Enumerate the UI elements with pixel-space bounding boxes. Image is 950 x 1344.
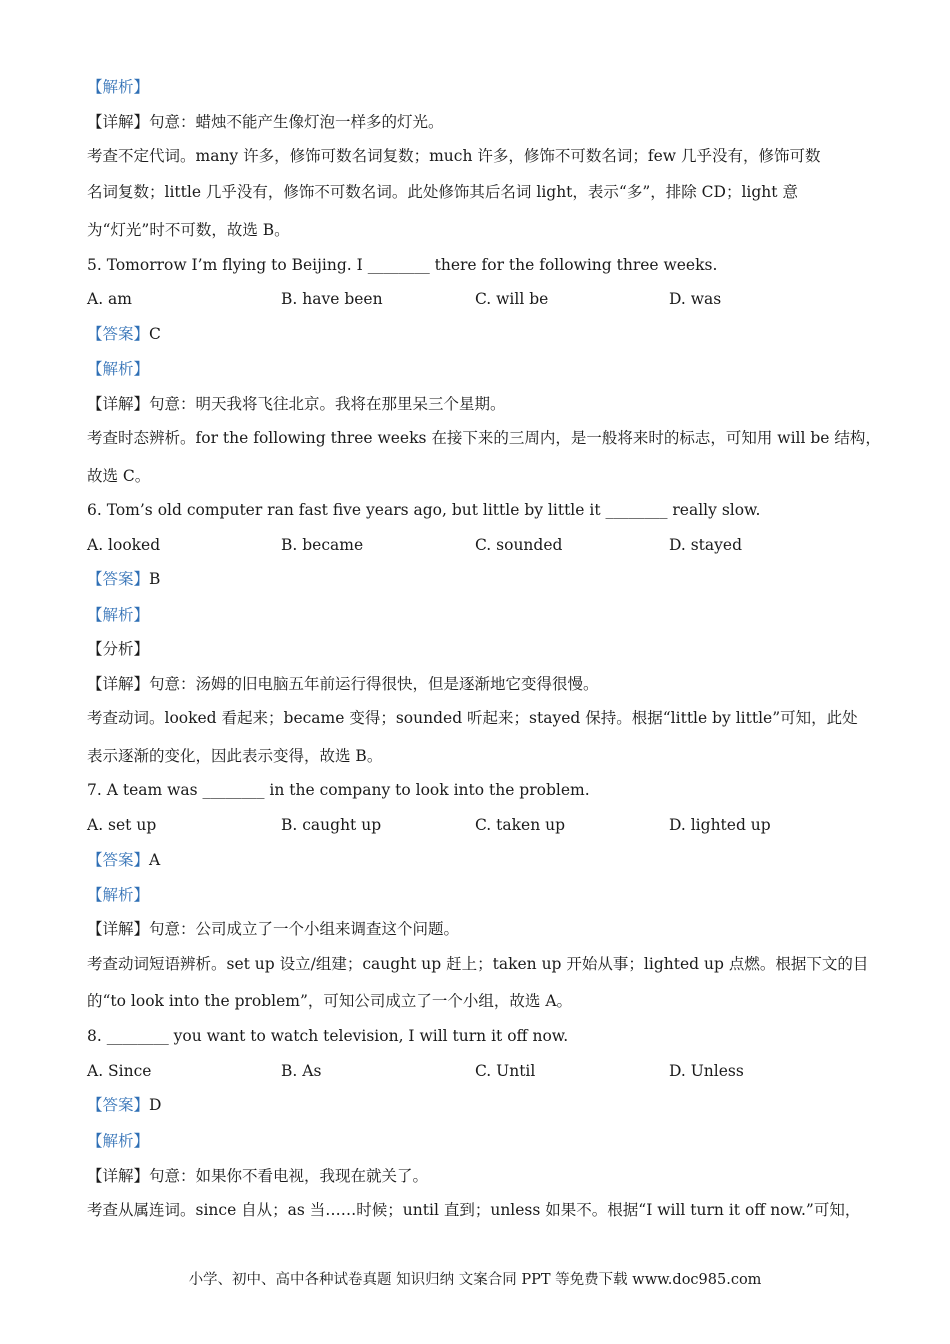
text-line: 5. Tomorrow I’m flying to Beijing. I ________ there for the following three weeks. [87,256,718,274]
section-label-line [87,394,506,414]
section-label-line [87,77,149,97]
section-tag: 【答案】 [87,1096,150,1114]
section-label-line [87,1095,161,1115]
page-footer: 小学、初中、高中各种试卷真题 知识归纳 文案合同 PPT 等免费下载 www.doc985.com [188,1272,762,1288]
answer-options [87,535,863,555]
text-line: 考查时态辨析。for the following three weeks 在接下来的三周内，是一般将来时的标志，可知用 will be 结构， [87,429,881,447]
section-tag: 【解析】 [87,78,150,96]
section-label-line [87,605,149,625]
answer-option: A. set up [87,816,157,834]
section-tag: 【解析】 [87,1132,150,1150]
section-text: 句意：蜡烛不能产生像灯泡一样多的灯光。 [149,113,444,131]
section-tag: 【详解】 [87,920,150,938]
text-line: 的“to look into the problem”，可知公司成立了一个小组，故选 A。 [87,992,573,1010]
section-label-line [87,359,149,379]
text-line: 6. Tom’s old computer ran fast five years ago, but little by little it ________ really slow. [87,501,761,519]
answer-option: C. sounded [475,536,563,554]
section-tag: 【答案】 [87,851,150,869]
section-tag: 【详解】 [87,395,150,413]
section-text: D [149,1096,162,1114]
section-label-line [87,674,599,694]
section-tag: 【分析】 [87,640,150,658]
section-text: 句意：如果你不看电视，我现在就关了。 [149,1167,429,1185]
section-label-line [87,850,160,870]
answer-options [87,815,863,835]
answer-option: B. caught up [281,816,382,834]
answer-option: C. will be [475,290,549,308]
answer-options [87,1061,863,1081]
section-tag: 【详解】 [87,113,150,131]
section-tag: 【答案】 [87,325,150,343]
answer-options [87,289,863,309]
section-label-line [87,1131,149,1151]
text-line: 考查不定代词。many 许多，修饰可数名词复数；much 许多，修饰不可数名词；few 几乎没有，修饰可数 [87,147,821,165]
text-line: 7. A team was ________ in the company to look into the problem. [87,781,590,799]
answer-option: B. As [281,1062,322,1080]
answer-option: D. lighted up [669,816,771,834]
answer-option: B. became [281,536,364,554]
section-label-line [87,919,459,939]
text-line: 考查动词短语辨析。set up 设立/组建；caught up 赶上；taken up 开始从事；lighted up 点燃。根据下文的目 [87,955,869,973]
answer-option: C. Until [475,1062,536,1080]
section-tag: 【解析】 [87,886,150,904]
section-label-line [87,639,149,659]
section-tag: 【解析】 [87,606,150,624]
text-line: 考查从属连词。since 自从；as 当……时候；until 直到；unless 如果不。根据“I will turn it off now.”可知， [87,1201,861,1219]
section-tag: 【详解】 [87,675,150,693]
answer-option: D. Unless [669,1062,744,1080]
text-line: 故选 C。 [87,467,151,485]
section-label-line [87,1166,428,1186]
answer-option: D. stayed [669,536,743,554]
section-label-line [87,324,161,344]
section-text: 句意：汤姆的旧电脑五年前运行得很快，但是逐渐地它变得很慢。 [149,675,599,693]
section-text: B [149,570,161,588]
section-text: 句意：明天我将飞往北京。我将在那里呆三个星期。 [149,395,506,413]
answer-option: C. taken up [475,816,566,834]
answer-option: A. am [87,290,132,308]
section-text: 句意：公司成立了一个小组来调查这个问题。 [149,920,460,938]
section-label-line [87,885,149,905]
answer-option: B. have been [281,290,383,308]
text-line: 考查动词。looked 看起来；became 变得；sounded 听起来；stayed 保持。根据“little by little”可知，此处 [87,709,858,727]
section-tag: 【解析】 [87,360,150,378]
section-label-line [87,112,444,132]
section-tag: 【详解】 [87,1167,150,1185]
section-label-line [87,569,160,589]
section-text: C [149,325,161,343]
answer-option: D. was [669,290,722,308]
text-line: 表示逐渐的变化，因此表示变得，故选 B。 [87,747,383,765]
answer-option: A. Since [87,1062,152,1080]
answer-option: A. looked [87,536,161,554]
section-text: A [149,851,161,869]
text-line: 名词复数；little 几乎没有，修饰不可数名词。此处修饰其后名词 light，表示“多”，排除 CD；light 意 [87,183,798,201]
text-line: 为“灯光”时不可数，故选 B。 [87,221,290,239]
section-tag: 【答案】 [87,570,150,588]
text-line: 8. ________ you want to watch television, I will turn it off now. [87,1027,569,1045]
